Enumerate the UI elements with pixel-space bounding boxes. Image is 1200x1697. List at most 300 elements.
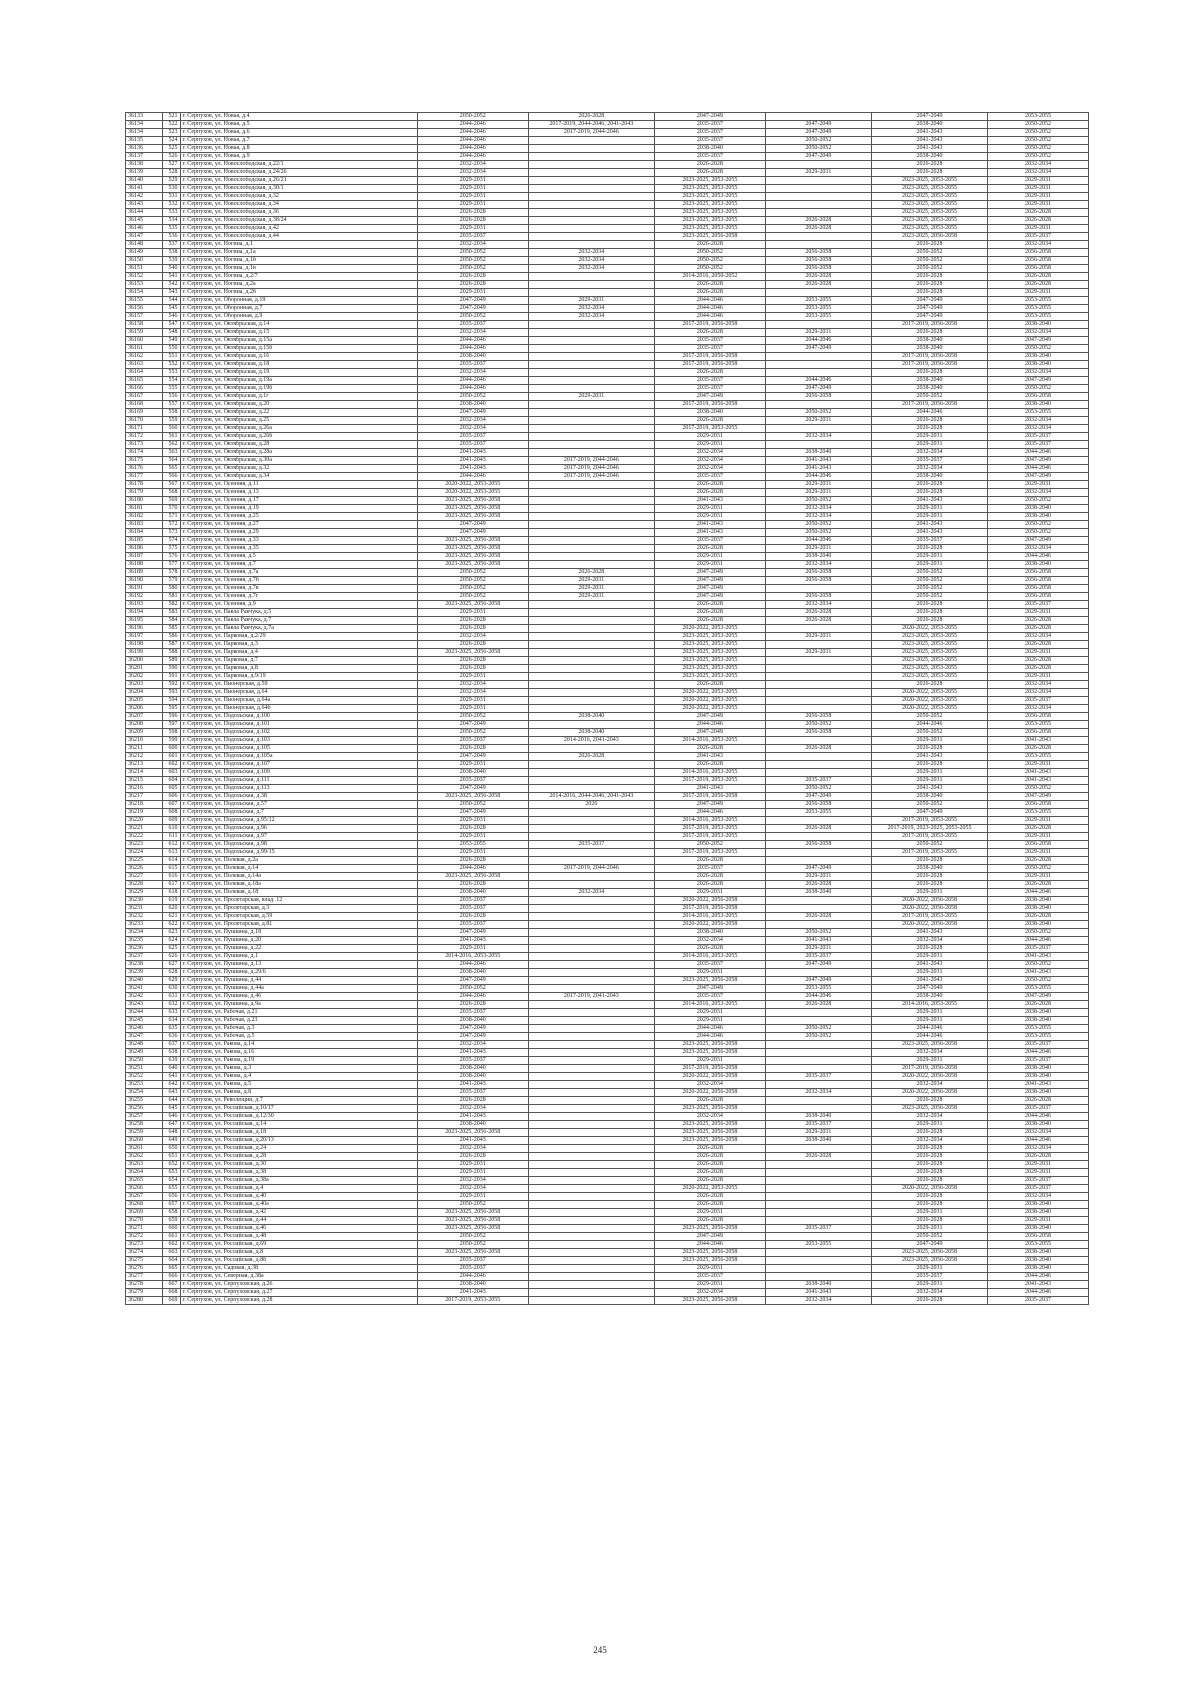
period-col-6: 2038-2040	[988, 897, 1089, 905]
row-number: 665	[163, 1265, 180, 1273]
period-col-5: 2020-2022, 2053-2055	[871, 697, 987, 705]
period-col-3: 2044-2046	[654, 305, 765, 313]
row-number: 539	[163, 257, 180, 265]
record-id: 36134	[126, 121, 163, 129]
row-number: 557	[163, 401, 180, 409]
table-row	[126, 897, 1089, 905]
period-col-5: 2038-2040	[871, 865, 987, 873]
period-col-5: 2020-2022, 2056-2058	[871, 905, 987, 913]
row-number: 549	[163, 337, 180, 345]
period-col-5: 2032-2034	[871, 465, 987, 473]
period-col-5: 2035-2037	[871, 457, 987, 465]
period-col-3: 2035-2037	[654, 121, 765, 129]
row-number: 596	[163, 713, 180, 721]
period-col-3: 2017-2019, 2053-2055	[654, 825, 765, 833]
period-col-1: 2038-2040	[417, 401, 528, 409]
table-row	[126, 609, 1089, 617]
period-col-2	[528, 1241, 654, 1249]
row-number: 581	[163, 593, 180, 601]
period-col-1: 2047-2049	[417, 521, 528, 529]
period-col-2	[528, 833, 654, 841]
address: г. Серпухов, ул. Подольская, д.102	[180, 729, 417, 737]
period-col-2	[528, 409, 654, 417]
period-col-3: 2035-2037	[654, 865, 765, 873]
period-col-4: 2026-2028	[765, 609, 871, 617]
period-col-4	[765, 353, 871, 361]
row-number: 562	[163, 441, 180, 449]
period-col-3: 2026-2028	[654, 161, 765, 169]
period-col-6: 2050-2052	[988, 785, 1089, 793]
period-col-5: 2041-2043	[871, 497, 987, 505]
period-col-2	[528, 769, 654, 777]
period-col-5: 2047-2049	[871, 313, 987, 321]
table-row	[126, 1185, 1089, 1193]
period-col-2	[528, 977, 654, 985]
period-col-1: 2035-2037	[417, 1089, 528, 1097]
period-col-2	[528, 961, 654, 969]
period-col-2	[528, 937, 654, 945]
record-id: 36189	[126, 569, 163, 577]
period-col-4	[765, 193, 871, 201]
period-col-2: 2029-2031	[528, 297, 654, 305]
address: г. Серпухов, ул. Новослободская, д.26/21	[180, 177, 417, 185]
table-row	[126, 1065, 1089, 1073]
record-id: 36221	[126, 825, 163, 833]
address: г. Серпухов, ул. Октябрьская, д.30а	[180, 457, 417, 465]
period-col-6: 2056-2058	[988, 1233, 1089, 1241]
period-col-6: 2053-2055	[988, 753, 1089, 761]
period-col-6: 2029-2031	[988, 649, 1089, 657]
period-col-3: 2035-2037	[654, 473, 765, 481]
period-col-1: 2026-2028	[417, 641, 528, 649]
period-col-4: 2038-2040	[765, 553, 871, 561]
period-col-1: 2023-2025, 2056-2058	[417, 793, 528, 801]
period-col-6: 2050-2052	[988, 529, 1089, 537]
period-col-2	[528, 505, 654, 513]
period-col-1: 2044-2046	[417, 129, 528, 137]
period-col-6: 2056-2058	[988, 713, 1089, 721]
period-col-1: 2050-2052	[417, 249, 528, 257]
address: г. Серпухов, ул. Новая, д.5	[180, 121, 417, 129]
period-col-2: 2017-2019, 2044-2046	[528, 473, 654, 481]
address: г. Серпухов, ул. Осенняя, д.29	[180, 529, 417, 537]
period-col-4	[765, 1169, 871, 1177]
period-col-5: 2017-2019, 2056-2058	[871, 361, 987, 369]
period-col-2	[528, 481, 654, 489]
period-col-2	[528, 545, 654, 553]
table-row	[126, 1249, 1089, 1257]
address: г. Серпухов, ул. Ракова, д.16	[180, 1049, 417, 1057]
address: г. Серпухов, ул. Оборонная, д.19	[180, 297, 417, 305]
period-col-3: 2038-2040	[654, 929, 765, 937]
record-id: 36198	[126, 641, 163, 649]
row-number: 634	[163, 1017, 180, 1025]
table-row	[126, 649, 1089, 657]
address: г. Серпухов, ул. Парковая, д.3	[180, 641, 417, 649]
address: г. Серпухов, ул. Новая, д.4	[180, 113, 417, 121]
record-id: 36257	[126, 1113, 163, 1121]
period-col-1: 2023-2025, 2056-2058	[417, 505, 528, 513]
period-col-1: 2026-2028	[417, 1001, 528, 1009]
table-row	[126, 985, 1089, 993]
schedule-table-body	[126, 113, 1089, 1305]
row-number: 619	[163, 897, 180, 905]
table-row	[126, 281, 1089, 289]
row-number: 657	[163, 1201, 180, 1209]
period-col-6: 2050-2052	[988, 145, 1089, 153]
period-col-2	[528, 369, 654, 377]
address: г. Серпухов, ул. Парковая, д.4	[180, 649, 417, 657]
row-number: 603	[163, 769, 180, 777]
table-row	[126, 249, 1089, 257]
period-col-5: 2050-2052	[871, 729, 987, 737]
period-col-5: 2026-2028	[871, 369, 987, 377]
record-id: 36280	[126, 1297, 163, 1305]
address: г. Серпухов, ул. Российская, д.38	[180, 1169, 417, 1177]
period-col-6: 2029-2031	[988, 1217, 1089, 1225]
table-row	[126, 385, 1089, 393]
schedule-table	[125, 112, 1089, 1305]
period-col-3: 2017-2019, 2056-2058	[654, 401, 765, 409]
period-col-1: 2026-2028	[417, 217, 528, 225]
table-row	[126, 1257, 1089, 1265]
period-col-1: 2029-2031	[417, 697, 528, 705]
table-row	[126, 977, 1089, 985]
record-id: 36158	[126, 321, 163, 329]
period-col-5: 2023-2025, 2053-2055	[871, 641, 987, 649]
period-col-4: 2047-2049	[765, 961, 871, 969]
period-col-2	[528, 1129, 654, 1137]
period-col-4: 2050-2052	[765, 409, 871, 417]
address: г. Серпухов, ул. Осенняя, д.7в	[180, 585, 417, 593]
period-col-3: 2041-2043	[654, 785, 765, 793]
period-col-4: 2056-2058	[765, 257, 871, 265]
address: г. Серпухов, ул. Новослободская, д.30/1	[180, 185, 417, 193]
row-number: 627	[163, 961, 180, 969]
period-col-1: 2029-2031	[417, 705, 528, 713]
period-col-5: 2026-2028	[871, 161, 987, 169]
period-col-6: 2029-2031	[988, 481, 1089, 489]
period-col-3: 2035-2037	[654, 153, 765, 161]
period-col-6: 2053-2055	[988, 985, 1089, 993]
period-col-5: 2017-2019, 2053-2055	[871, 913, 987, 921]
table-row	[126, 625, 1089, 633]
period-col-6: 2029-2031	[988, 1169, 1089, 1177]
period-col-3: 2050-2052	[654, 265, 765, 273]
period-col-1: 2035-2037	[417, 1009, 528, 1017]
period-col-5: 2038-2040	[871, 153, 987, 161]
period-col-5: 2041-2043	[871, 529, 987, 537]
period-col-4: 2041-2043	[765, 937, 871, 945]
table-row	[126, 353, 1089, 361]
period-col-5: 2050-2052	[871, 257, 987, 265]
period-col-5: 2026-2028	[871, 1297, 987, 1305]
period-col-1: 2032-2034	[417, 1177, 528, 1185]
table-row	[126, 537, 1089, 545]
period-col-3: 2020-2022, 2056-2058	[654, 897, 765, 905]
address: г. Серпухов, ул. Ракова, д.8	[180, 1089, 417, 1097]
record-id: 36234	[126, 929, 163, 937]
period-col-5: 2038-2040	[871, 377, 987, 385]
period-col-5: 2038-2040	[871, 473, 987, 481]
address: г. Серпухов, ул. Подольская, д.7	[180, 809, 417, 817]
period-col-6: 2026-2028	[988, 217, 1089, 225]
period-col-2: 2029-2031	[528, 393, 654, 401]
period-col-1: 2029-2031	[417, 761, 528, 769]
period-col-2: 2014-2016, 2044-2046, 2041-2043	[528, 793, 654, 801]
table-row	[126, 1169, 1089, 1177]
period-col-2: 2026	[528, 801, 654, 809]
address: г. Серпухов, ул. Пушкина, д.29/6	[180, 969, 417, 977]
period-col-5: 2029-2031	[871, 1017, 987, 1025]
period-col-5: 2023-2025, 2056-2058	[871, 233, 987, 241]
period-col-2	[528, 641, 654, 649]
row-number: 589	[163, 657, 180, 665]
table-row	[126, 201, 1089, 209]
period-col-4: 2029-2031	[765, 169, 871, 177]
period-col-6: 2041-2043	[988, 769, 1089, 777]
table-row	[126, 929, 1089, 937]
period-col-2	[528, 673, 654, 681]
period-col-2	[528, 1089, 654, 1097]
address: г. Серпухов, ул. Новая, д.7	[180, 137, 417, 145]
period-col-6: 2026-2028	[988, 1153, 1089, 1161]
record-id: 36263	[126, 1161, 163, 1169]
period-col-3: 2026-2028	[654, 289, 765, 297]
period-col-1: 2050-2052	[417, 1201, 528, 1209]
record-id: 36160	[126, 337, 163, 345]
row-number: 621	[163, 913, 180, 921]
period-col-6: 2050-2052	[988, 121, 1089, 129]
period-col-4: 2041-2043	[765, 457, 871, 465]
period-col-5: 2026-2028	[871, 617, 987, 625]
period-col-2	[528, 601, 654, 609]
row-number: 533	[163, 209, 180, 217]
address: г. Серпухов, ул. Пушкина, д.44а	[180, 985, 417, 993]
period-col-1: 2029-2031	[417, 185, 528, 193]
record-id: 36274	[126, 1249, 163, 1257]
period-col-1: 2014-2016, 2053-2055	[417, 953, 528, 961]
period-col-2	[528, 857, 654, 865]
period-col-4: 2050-2052	[765, 529, 871, 537]
table-row	[126, 593, 1089, 601]
table-row	[126, 793, 1089, 801]
address: г. Серпухов, ул. Октябрьская, д.19	[180, 369, 417, 377]
period-col-1: 2029-2031	[417, 673, 528, 681]
row-number: 669	[163, 1297, 180, 1305]
period-col-1: 2029-2031	[417, 849, 528, 857]
address: г. Серпухов, ул. Полевая, д.14	[180, 865, 417, 873]
table-row	[126, 801, 1089, 809]
period-col-5: 2029-2031	[871, 1009, 987, 1017]
period-col-6: 2035-2037	[988, 1041, 1089, 1049]
period-col-6: 2032-2034	[988, 169, 1089, 177]
record-id: 36197	[126, 633, 163, 641]
period-col-2	[528, 609, 654, 617]
period-col-1: 2035-2037	[417, 433, 528, 441]
period-col-2	[528, 185, 654, 193]
period-col-5: 2026-2028	[871, 761, 987, 769]
period-col-4	[765, 1009, 871, 1017]
address: г. Серпухов, ул. Подольская, д.105	[180, 745, 417, 753]
row-number: 569	[163, 497, 180, 505]
period-col-5: 2026-2028	[871, 1169, 987, 1177]
period-col-6: 2035-2037	[988, 1297, 1089, 1305]
period-col-6: 2032-2034	[988, 633, 1089, 641]
record-id: 36154	[126, 289, 163, 297]
record-id: 36242	[126, 993, 163, 1001]
row-number: 576	[163, 553, 180, 561]
table-row	[126, 1113, 1089, 1121]
table-row	[126, 1001, 1089, 1009]
record-id: 36135	[126, 137, 163, 145]
table-row	[126, 265, 1089, 273]
period-col-3: 2032-2034	[654, 1081, 765, 1089]
row-number: 532	[163, 201, 180, 209]
period-col-1: 2050-2052	[417, 729, 528, 737]
record-id: 36165	[126, 377, 163, 385]
period-col-4: 2035-2037	[765, 953, 871, 961]
period-col-4: 2026-2028	[765, 825, 871, 833]
row-number: 556	[163, 393, 180, 401]
record-id: 36232	[126, 913, 163, 921]
period-col-3: 2044-2046	[654, 1241, 765, 1249]
record-id: 36162	[126, 353, 163, 361]
period-col-6: 2038-2040	[988, 1073, 1089, 1081]
table-row	[126, 161, 1089, 169]
period-col-4	[765, 921, 871, 929]
record-id: 36157	[126, 313, 163, 321]
period-col-5: 2029-2031	[871, 505, 987, 513]
period-col-1: 2035-2037	[417, 233, 528, 241]
address: г. Серпухов, ул. Полевая, д.18	[180, 889, 417, 897]
period-col-2	[528, 649, 654, 657]
period-col-3: 2017-2019, 2056-2058	[654, 361, 765, 369]
period-col-5: 2026-2028	[871, 681, 987, 689]
period-col-2	[528, 825, 654, 833]
period-col-1: 2023-2025, 2056-2058	[417, 561, 528, 569]
period-col-4: 2056-2058	[765, 801, 871, 809]
period-col-6: 2056-2058	[988, 841, 1089, 849]
row-number: 600	[163, 745, 180, 753]
period-col-5: 2023-2025, 2053-2055	[871, 225, 987, 233]
address: г. Серпухов, ул. Полевая, д.14а	[180, 873, 417, 881]
period-col-1: 2032-2034	[417, 681, 528, 689]
period-col-1: 2047-2049	[417, 529, 528, 537]
table-row	[126, 1089, 1089, 1097]
period-col-5: 2023-2025, 2056-2058	[871, 1249, 987, 1257]
period-col-1: 2017-2019, 2053-2055	[417, 1297, 528, 1305]
period-col-3: 2047-2049	[654, 113, 765, 121]
period-col-5: 2026-2028	[871, 609, 987, 617]
period-col-6: 2032-2034	[988, 689, 1089, 697]
table-row	[126, 553, 1089, 561]
period-col-3: 2020-2022, 2056-2058	[654, 921, 765, 929]
period-col-2	[528, 361, 654, 369]
period-col-5: 2029-2031	[871, 441, 987, 449]
record-id: 36136	[126, 145, 163, 153]
period-col-6: 2029-2031	[988, 225, 1089, 233]
period-col-5: 2026-2028	[871, 425, 987, 433]
period-col-3: 2026-2028	[654, 281, 765, 289]
period-col-5: 2047-2049	[871, 297, 987, 305]
period-col-2	[528, 1257, 654, 1265]
period-col-3: 2026-2028	[654, 609, 765, 617]
period-col-5: 2044-2046	[871, 1025, 987, 1033]
period-col-6: 2026-2028	[988, 913, 1089, 921]
address: г. Серпухов, ул. Российская, д.48	[180, 1233, 417, 1241]
address: г. Серпухов, ул. Павла Ракчука, д.7	[180, 617, 417, 625]
period-col-3: 2023-2025, 2053-2055	[654, 657, 765, 665]
period-col-2: 2032-2034	[528, 249, 654, 257]
period-col-4: 2056-2058	[765, 577, 871, 585]
period-col-6: 2038-2040	[988, 1201, 1089, 1209]
record-id: 36227	[126, 873, 163, 881]
period-col-2	[528, 217, 654, 225]
row-number: 559	[163, 417, 180, 425]
row-number: 654	[163, 1177, 180, 1185]
period-col-3: 2050-2052	[654, 257, 765, 265]
record-id: 36244	[126, 1009, 163, 1017]
period-col-4: 2032-2034	[765, 433, 871, 441]
row-number: 606	[163, 793, 180, 801]
period-col-3: 2023-2025, 2056-2058	[654, 1297, 765, 1305]
record-id: 36226	[126, 865, 163, 873]
period-col-4: 2038-2040	[765, 1113, 871, 1121]
table-row	[126, 297, 1089, 305]
period-col-4	[765, 1265, 871, 1273]
row-number: 571	[163, 513, 180, 521]
table-row	[126, 729, 1089, 737]
row-number: 636	[163, 1033, 180, 1041]
address: г. Серпухов, ул. Российская, д.28	[180, 1153, 417, 1161]
period-col-3: 2047-2049	[654, 985, 765, 993]
period-col-5: 2017-2019, 2056-2058	[871, 353, 987, 361]
period-col-3: 2029-2031	[654, 1057, 765, 1065]
period-col-3: 2026-2028	[654, 241, 765, 249]
period-col-4: 2050-2052	[765, 521, 871, 529]
table-row	[126, 737, 1089, 745]
period-col-4: 2047-2049	[765, 977, 871, 985]
period-col-2	[528, 153, 654, 161]
row-number: 529	[163, 177, 180, 185]
period-col-3: 2044-2046	[654, 809, 765, 817]
period-col-1: 2050-2052	[417, 1241, 528, 1249]
table-row	[126, 513, 1089, 521]
period-col-6: 2038-2040	[988, 1265, 1089, 1273]
period-col-6: 2056-2058	[988, 393, 1089, 401]
table-row	[126, 633, 1089, 641]
row-number: 584	[163, 617, 180, 625]
period-col-2	[528, 1249, 654, 1257]
table-row	[126, 185, 1089, 193]
period-col-5: 2029-2031	[871, 1281, 987, 1289]
period-col-3: 2026-2028	[654, 1169, 765, 1177]
period-col-2	[528, 537, 654, 545]
record-id: 36151	[126, 265, 163, 273]
period-col-1: 2041-2043	[417, 1137, 528, 1145]
address: г. Серпухов, ул. Пушкина, д.20	[180, 937, 417, 945]
row-number: 631	[163, 993, 180, 1001]
address: г. Серпухов, ул. Октябрьская, д.15	[180, 329, 417, 337]
period-col-2	[528, 137, 654, 145]
address: г. Серпухов, ул. Подольская, д.57	[180, 801, 417, 809]
period-col-3: 2029-2031	[654, 505, 765, 513]
table-row	[126, 153, 1089, 161]
period-col-6: 2050-2052	[988, 129, 1089, 137]
period-col-2	[528, 513, 654, 521]
table-row	[126, 1081, 1089, 1089]
